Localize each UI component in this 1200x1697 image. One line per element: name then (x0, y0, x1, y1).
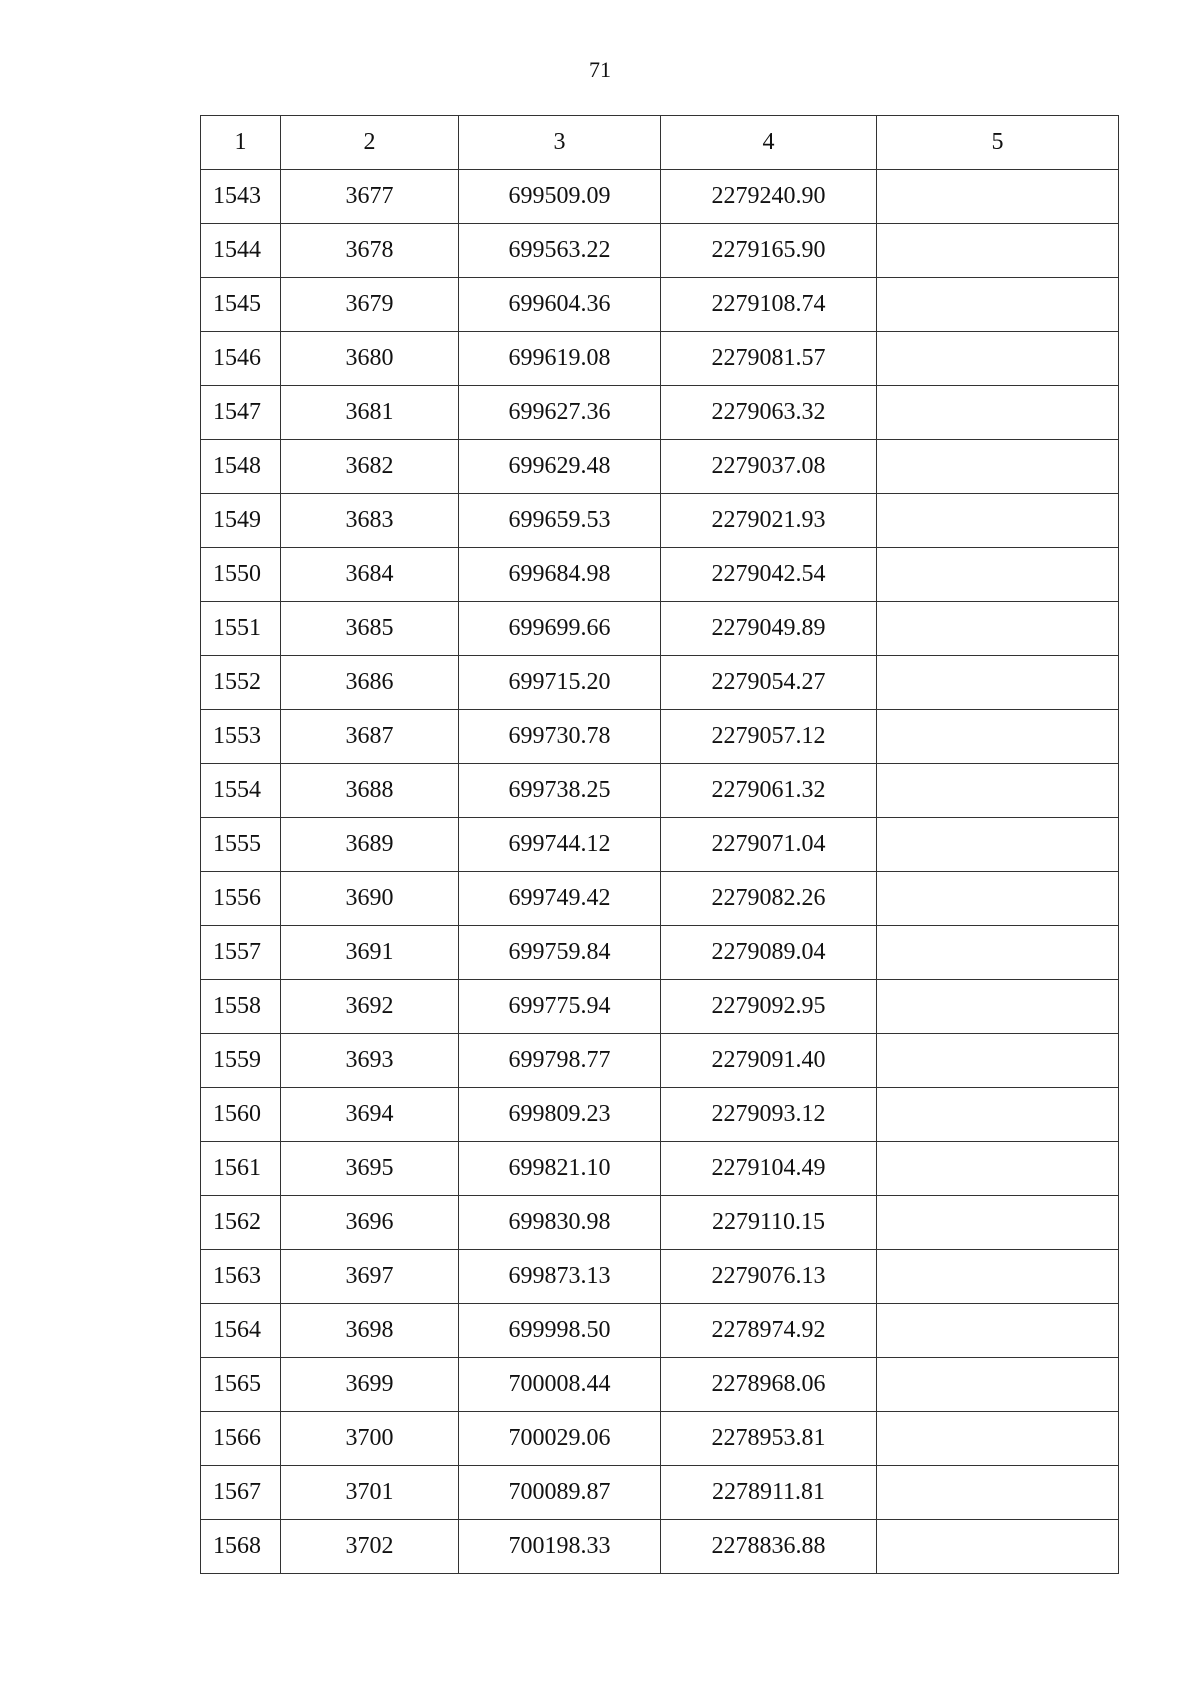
table-cell-col-1: 1545 (201, 278, 281, 332)
table-cell-col-3: 699627.36 (459, 386, 661, 440)
table-cell-col-1: 1565 (201, 1358, 281, 1412)
table-header (201, 116, 1119, 170)
table-cell-col-3: 699830.98 (459, 1196, 661, 1250)
table-cell-col-4: 2279037.08 (661, 440, 877, 494)
table-cell-col-4: 2278836.88 (661, 1520, 877, 1574)
table-row (201, 1196, 1119, 1250)
table-cell-col-2: 3677 (281, 170, 459, 224)
table-cell-col-4: 2279061.32 (661, 764, 877, 818)
table-cell-col-2: 3700 (281, 1412, 459, 1466)
table-cell-col-4: 2279089.04 (661, 926, 877, 980)
table-row (201, 602, 1119, 656)
table-cell-col-3: 699730.78 (459, 710, 661, 764)
table-cell-col-5 (877, 1088, 1119, 1142)
table-cell-col-4: 2278911.81 (661, 1466, 877, 1520)
table-row (201, 548, 1119, 602)
table-cell-col-1: 1553 (201, 710, 281, 764)
table-cell-col-5 (877, 1358, 1119, 1412)
table-cell-col-4: 2279091.40 (661, 1034, 877, 1088)
table-cell-col-4: 2279049.89 (661, 602, 877, 656)
table-cell-col-3: 699759.84 (459, 926, 661, 980)
table-cell-col-4: 2279092.95 (661, 980, 877, 1034)
table-cell-col-4: 2279042.54 (661, 548, 877, 602)
header-cell-1: 1 (201, 116, 281, 170)
table-cell-col-5 (877, 818, 1119, 872)
table-cell-col-3: 699629.48 (459, 440, 661, 494)
table-cell-col-3: 699715.20 (459, 656, 661, 710)
table-cell-col-1: 1546 (201, 332, 281, 386)
table-cell-col-4: 2279082.26 (661, 872, 877, 926)
table-row (201, 1466, 1119, 1520)
table-row (201, 1304, 1119, 1358)
table-cell-col-1: 1555 (201, 818, 281, 872)
table-cell-col-1: 1567 (201, 1466, 281, 1520)
table-cell-col-4: 2279093.12 (661, 1088, 877, 1142)
table-cell-col-2: 3686 (281, 656, 459, 710)
table-cell-col-2: 3688 (281, 764, 459, 818)
table-cell-col-1: 1559 (201, 1034, 281, 1088)
table-cell-col-4: 2279021.93 (661, 494, 877, 548)
table-cell-col-4: 2278968.06 (661, 1358, 877, 1412)
table-cell-col-4: 2279110.15 (661, 1196, 877, 1250)
table-cell-col-2: 3690 (281, 872, 459, 926)
table-cell-col-2: 3681 (281, 386, 459, 440)
table-cell-col-5 (877, 440, 1119, 494)
table-row (201, 764, 1119, 818)
table-cell-col-2: 3699 (281, 1358, 459, 1412)
table-cell-col-1: 1554 (201, 764, 281, 818)
table-cell-col-5 (877, 1304, 1119, 1358)
table-cell-col-5 (877, 1142, 1119, 1196)
table-cell-col-5 (877, 602, 1119, 656)
table-row (201, 224, 1119, 278)
header-cell-3: 3 (459, 116, 661, 170)
table-cell-col-5 (877, 1034, 1119, 1088)
table-row (201, 710, 1119, 764)
table-cell-col-2: 3696 (281, 1196, 459, 1250)
table-cell-col-3: 700008.44 (459, 1358, 661, 1412)
table-cell-col-5 (877, 1520, 1119, 1574)
table-cell-col-5 (877, 1412, 1119, 1466)
table-cell-col-1: 1544 (201, 224, 281, 278)
header-cell-5: 5 (877, 116, 1119, 170)
table-cell-col-5 (877, 926, 1119, 980)
table-cell-col-4: 2279081.57 (661, 332, 877, 386)
table-cell-col-2: 3691 (281, 926, 459, 980)
table-cell-col-4: 2279104.49 (661, 1142, 877, 1196)
table-row (201, 1088, 1119, 1142)
table-row (201, 980, 1119, 1034)
table-cell-col-5 (877, 170, 1119, 224)
table-cell-col-4: 2279165.90 (661, 224, 877, 278)
coordinates-table (200, 115, 1119, 1574)
table-row (201, 656, 1119, 710)
table-row (201, 1412, 1119, 1466)
table-cell-col-3: 699998.50 (459, 1304, 661, 1358)
table-cell-col-2: 3684 (281, 548, 459, 602)
table-cell-col-3: 699738.25 (459, 764, 661, 818)
table-cell-col-1: 1548 (201, 440, 281, 494)
table-cell-col-5 (877, 332, 1119, 386)
table-row (201, 1034, 1119, 1088)
table-cell-col-1: 1562 (201, 1196, 281, 1250)
table-row (201, 386, 1119, 440)
table-cell-col-5 (877, 1250, 1119, 1304)
table-cell-col-3: 699821.10 (459, 1142, 661, 1196)
table-cell-col-1: 1556 (201, 872, 281, 926)
table-cell-col-4: 2279071.04 (661, 818, 877, 872)
table-cell-col-3: 699744.12 (459, 818, 661, 872)
table-cell-col-4: 2278974.92 (661, 1304, 877, 1358)
table-cell-col-2: 3678 (281, 224, 459, 278)
table-cell-col-1: 1549 (201, 494, 281, 548)
table-cell-col-1: 1557 (201, 926, 281, 980)
table-cell-col-5 (877, 548, 1119, 602)
table-cell-col-2: 3682 (281, 440, 459, 494)
table-row (201, 872, 1119, 926)
table-cell-col-3: 699749.42 (459, 872, 661, 926)
table-row (201, 278, 1119, 332)
table-row (201, 926, 1119, 980)
table-cell-col-3: 700029.06 (459, 1412, 661, 1466)
table-row (201, 170, 1119, 224)
table-cell-col-1: 1543 (201, 170, 281, 224)
table-row (201, 332, 1119, 386)
table-cell-col-5 (877, 656, 1119, 710)
page-number: 71 (589, 57, 611, 82)
table-cell-col-1: 1558 (201, 980, 281, 1034)
table-cell-col-2: 3687 (281, 710, 459, 764)
table-cell-col-2: 3697 (281, 1250, 459, 1304)
table-cell-col-1: 1551 (201, 602, 281, 656)
table-body (201, 170, 1119, 1574)
table-cell-col-1: 1550 (201, 548, 281, 602)
table-cell-col-2: 3685 (281, 602, 459, 656)
table-cell-col-5 (877, 1196, 1119, 1250)
table-cell-col-5 (877, 386, 1119, 440)
table-cell-col-5 (877, 872, 1119, 926)
table-row (201, 1358, 1119, 1412)
table-row (201, 1250, 1119, 1304)
table-cell-col-4: 2279063.32 (661, 386, 877, 440)
table-cell-col-2: 3689 (281, 818, 459, 872)
table-cell-col-3: 699659.53 (459, 494, 661, 548)
table-cell-col-1: 1560 (201, 1088, 281, 1142)
table-cell-col-1: 1568 (201, 1520, 281, 1574)
table-cell-col-1: 1547 (201, 386, 281, 440)
table-cell-col-1: 1566 (201, 1412, 281, 1466)
table-cell-col-3: 700089.87 (459, 1466, 661, 1520)
table-cell-col-4: 2278953.81 (661, 1412, 877, 1466)
table-cell-col-2: 3680 (281, 332, 459, 386)
table-cell-col-3: 699604.36 (459, 278, 661, 332)
table-cell-col-4: 2279076.13 (661, 1250, 877, 1304)
table-cell-col-1: 1564 (201, 1304, 281, 1358)
table-row (201, 440, 1119, 494)
table-cell-col-5 (877, 1466, 1119, 1520)
table-cell-col-4: 2279054.27 (661, 656, 877, 710)
table-cell-col-1: 1552 (201, 656, 281, 710)
table-cell-col-3: 699873.13 (459, 1250, 661, 1304)
table-cell-col-2: 3679 (281, 278, 459, 332)
table-cell-col-5 (877, 764, 1119, 818)
table-cell-col-4: 2279057.12 (661, 710, 877, 764)
table-cell-col-3: 699798.77 (459, 1034, 661, 1088)
table-cell-col-3: 699684.98 (459, 548, 661, 602)
table-row (201, 1520, 1119, 1574)
table-cell-col-5 (877, 494, 1119, 548)
table-row (201, 1142, 1119, 1196)
table-cell-col-4: 2279108.74 (661, 278, 877, 332)
table-cell-col-3: 699509.09 (459, 170, 661, 224)
table-cell-col-2: 3694 (281, 1088, 459, 1142)
table-cell-col-4: 2279240.90 (661, 170, 877, 224)
table-cell-col-1: 1563 (201, 1250, 281, 1304)
table-cell-col-3: 699809.23 (459, 1088, 661, 1142)
table-cell-col-2: 3698 (281, 1304, 459, 1358)
table-cell-col-3: 699699.66 (459, 602, 661, 656)
header-row (201, 116, 1119, 170)
table-cell-col-5 (877, 224, 1119, 278)
table-cell-col-2: 3695 (281, 1142, 459, 1196)
table-cell-col-3: 699775.94 (459, 980, 661, 1034)
table-cell-col-2: 3701 (281, 1466, 459, 1520)
table-row (201, 494, 1119, 548)
table-cell-col-5 (877, 278, 1119, 332)
table-cell-col-3: 700198.33 (459, 1520, 661, 1574)
header-cell-4: 4 (661, 116, 877, 170)
table-cell-col-3: 699619.08 (459, 332, 661, 386)
table-cell-col-1: 1561 (201, 1142, 281, 1196)
table-cell-col-2: 3683 (281, 494, 459, 548)
table-cell-col-2: 3693 (281, 1034, 459, 1088)
table-cell-col-5 (877, 980, 1119, 1034)
table-cell-col-3: 699563.22 (459, 224, 661, 278)
table-row (201, 818, 1119, 872)
header-cell-2: 2 (281, 116, 459, 170)
table-cell-col-5 (877, 710, 1119, 764)
table-cell-col-2: 3692 (281, 980, 459, 1034)
table-cell-col-2: 3702 (281, 1520, 459, 1574)
